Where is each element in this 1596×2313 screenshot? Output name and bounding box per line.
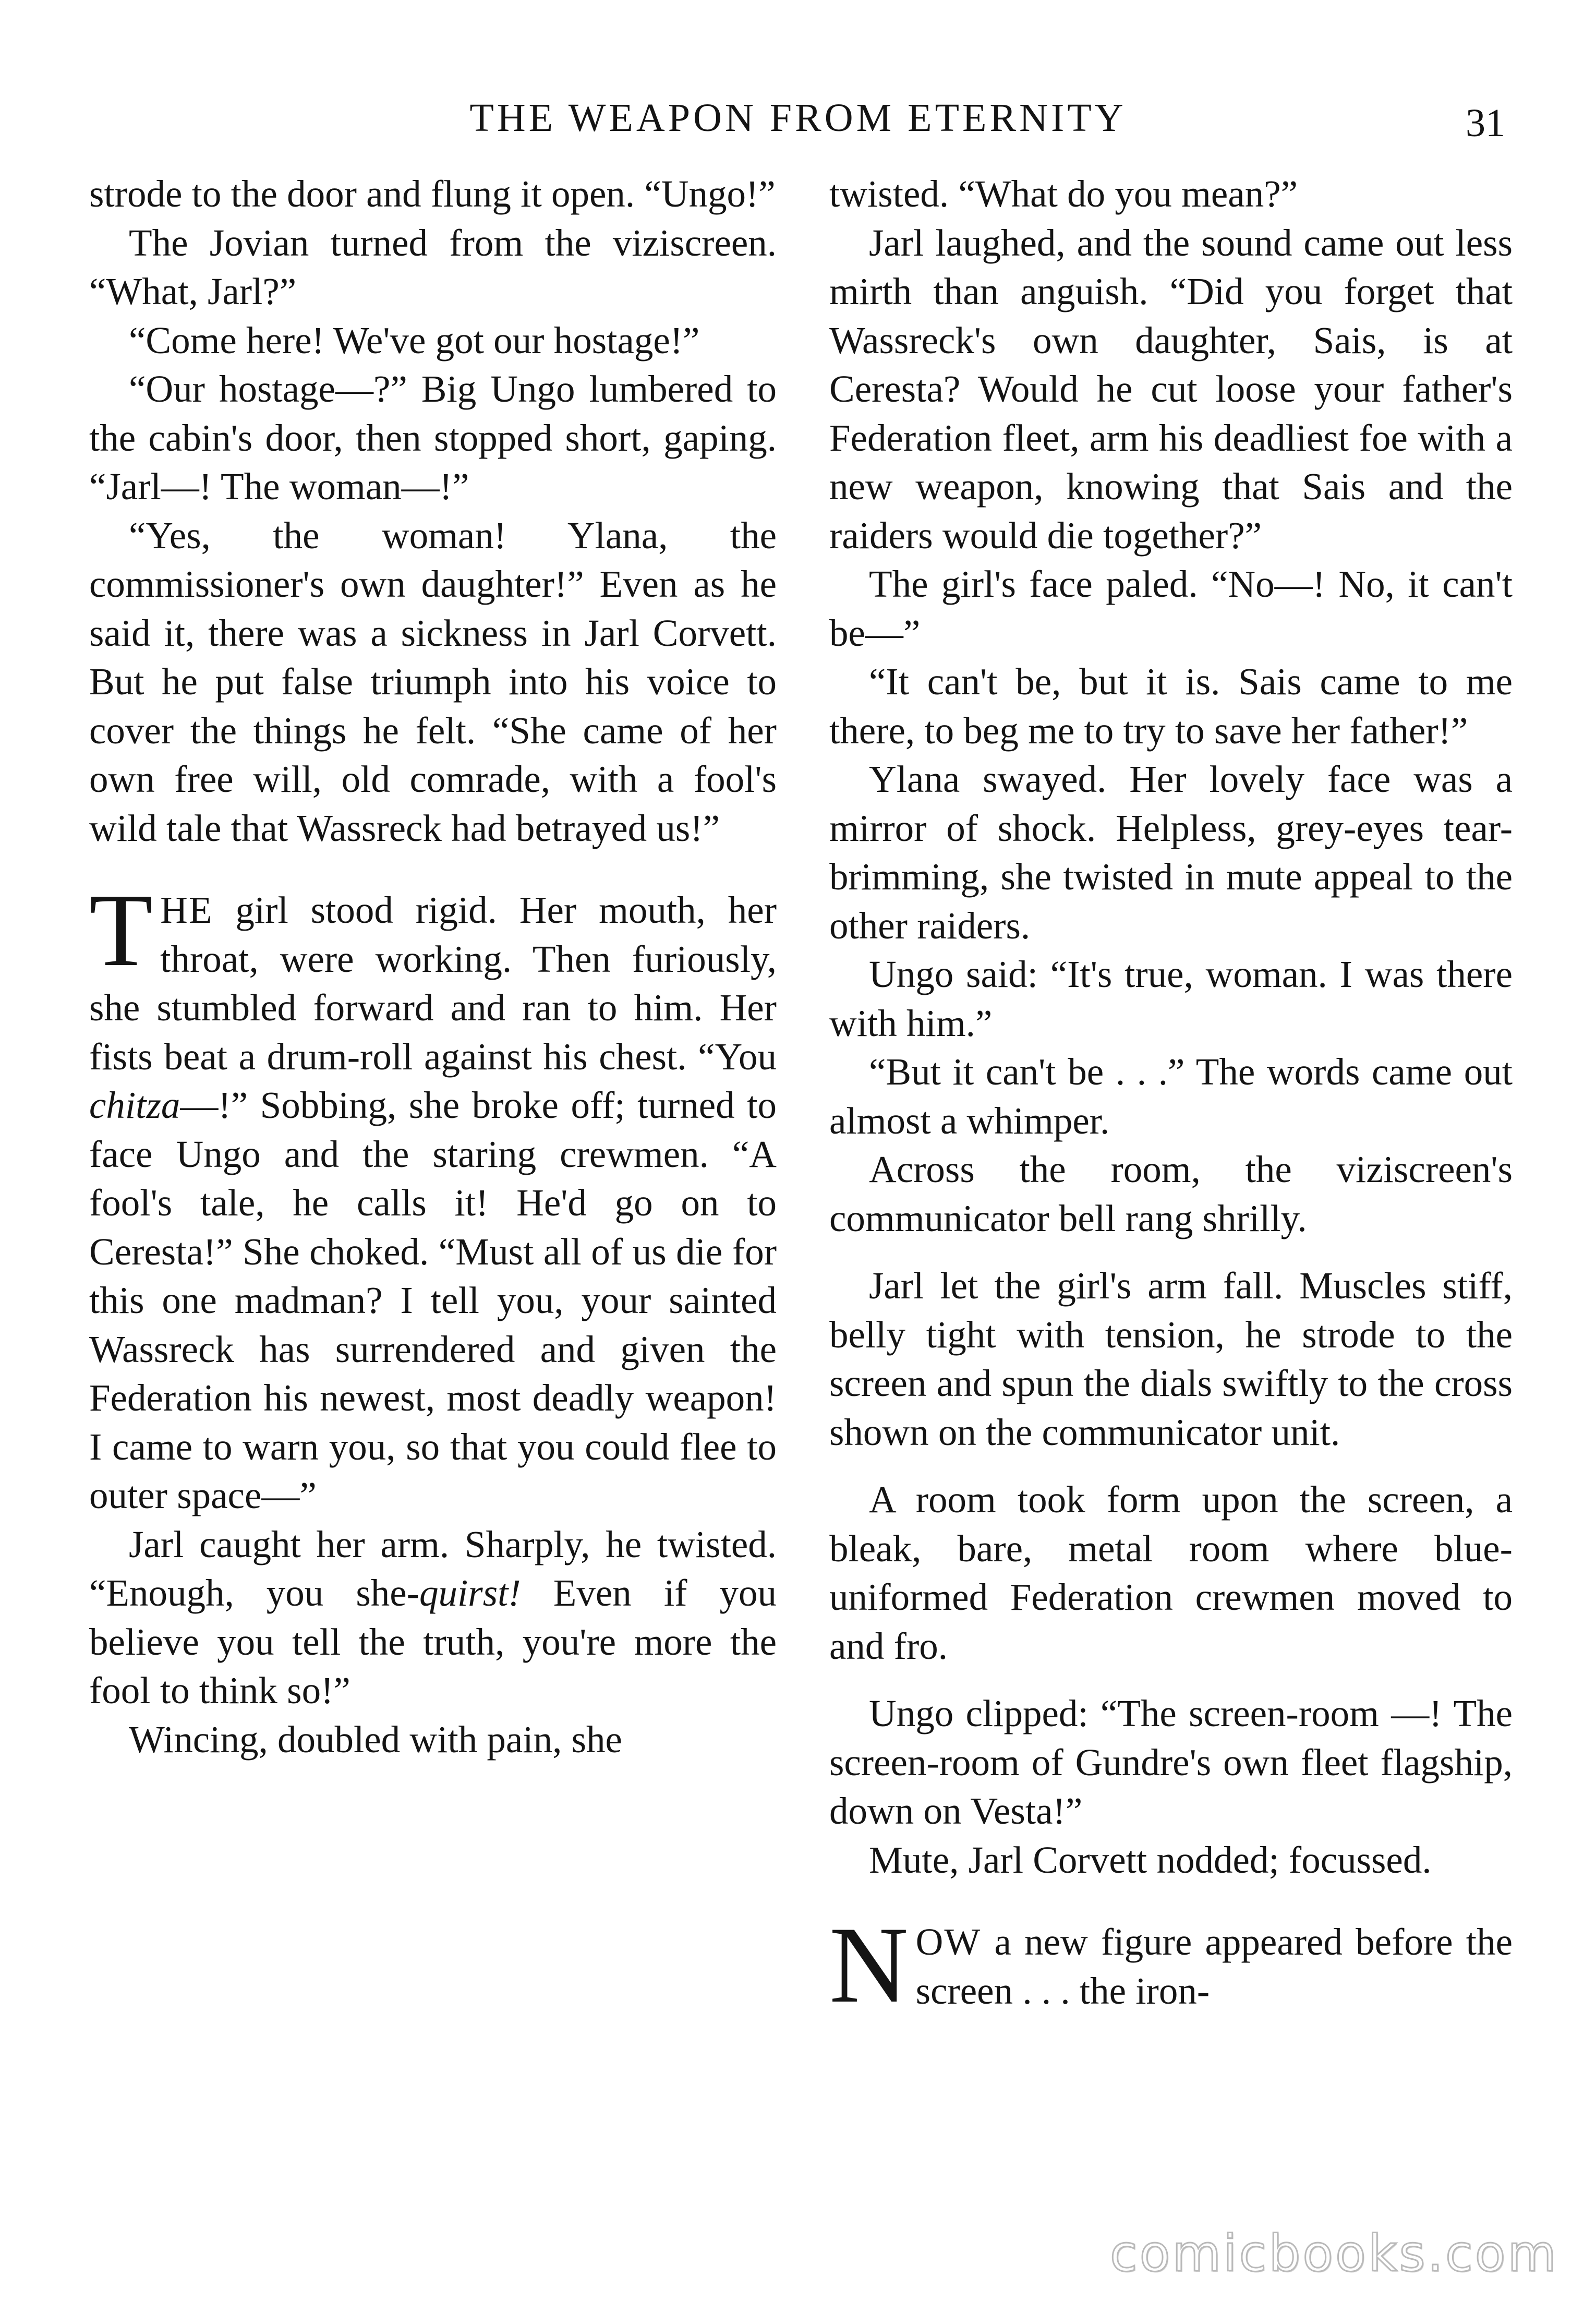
paragraph: Ungo said: “It's true, woman. I was there with him.” [829, 953, 1513, 1044]
paragraph: A room took form upon the screen, a bleak, bare, metal room where blue-uniformed Federation crewmen moved to and fro. [829, 1478, 1513, 1667]
left-column [89, 170, 777, 1764]
section-opening-paragraph [89, 873, 777, 1520]
paragraph: Ungo clipped: “The screen-room —! The screen-room of Gundre's own fleet flagship, down on Vesta!” [829, 1692, 1513, 1832]
watermark-text: comicbooks.com [1109, 2224, 1558, 2283]
drop-cap: N [829, 1905, 909, 2026]
paragraph: “Come here! We've got our hostage!” [129, 319, 700, 362]
paragraph-text: Even if you believe you tell the truth, you're more the fool to think so!” [89, 1572, 777, 1712]
small-caps-lead: OW [915, 1921, 982, 1963]
paragraph: Wincing, doubled with pain, she [129, 1718, 622, 1761]
section-opening-paragraph [829, 1905, 1513, 2026]
drop-cap: T [89, 873, 153, 988]
page-header [0, 92, 1596, 144]
paragraph: Across the room, the viziscreen's communicator bell rang shrilly. [829, 1148, 1513, 1239]
paragraph-text: girl stood rigid. Her mouth, her throat, were working. Then furiously, she stumbled forward and ran to him. Her fists beat a drum-roll against his chest. “You [89, 889, 777, 1078]
italic-word: chitza [89, 1084, 180, 1126]
paragraph: Jarl let the girl's arm fall. Muscles stiff, belly tight with tension, he strode to the screen and spun the dials swiftly to the cross shown on the communicator unit. [829, 1264, 1513, 1453]
paragraph: Ylana swayed. Her lovely face was a mirror of shock. Helpless, grey-eyes tear-brimming, she twisted in mute appeal to the other raiders. [829, 758, 1513, 947]
paragraph-text: —!” Sobbing, she broke off; turned to face Ungo and the staring crewmen. “A fool's tale, he calls it! He'd go on to Ceresta!” She choked. “Must all of us die for this one madman? I tell you, your sainted Wassreck has surrendered and given the Federation his newest, most deadly weapon! I came to warn you, so that you could flee to outer space—” [89, 1084, 777, 1516]
paragraph [89, 1520, 777, 1715]
paragraph: Mute, Jarl Corvett nodded; focussed. [869, 1838, 1432, 1881]
paragraph: The girl's face paled. “No—! No, it can't be—” [829, 563, 1513, 654]
paragraph: “Our hostage—?” Big Ungo lumbered to the cabin's door, then stopped short, gaping. “Jarl—! The woman—!” [89, 368, 777, 508]
paragraph: strode to the door and flung it open. “Ungo!” [89, 173, 776, 215]
small-caps-lead: HE [160, 889, 213, 931]
italic-word: quirst! [419, 1572, 521, 1614]
running-title: THE WEAPON FROM ETERNITY [469, 96, 1127, 140]
page-number: 31 [1466, 101, 1505, 145]
paragraph-text: Jarl caught her arm. Sharply, he twisted. “Enough, you she- [89, 1523, 777, 1614]
right-column [829, 170, 1513, 2026]
paragraph: twisted. “What do you mean?” [829, 173, 1298, 215]
paragraph-text: a new figure appeared before the screen . . . the iron- [915, 1921, 1513, 2012]
paragraph: “But it can't be . . .” The words came out almost a whimper. [829, 1051, 1513, 1142]
paragraph: The Jovian turned from the viziscreen. “What, Jarl?” [89, 221, 777, 312]
paragraph: Jarl laughed, and the sound came out less mirth than anguish. “Did you forget that Wassreck's own daughter, Sais, is at Ceresta? Would he cut loose your father's Federation fleet, arm his deadliest foe with a new weapon, knowing that Sais and the raiders would die together?” [829, 221, 1513, 557]
paragraph: “It can't be, but it is. Sais came to me there, to beg me to try to save her father!” [829, 660, 1513, 752]
paragraph: “Yes, the woman! Ylana, the commissioner's own daughter!” Even as he said it, there was a sickness in Jarl Corvett. But he put false triumph into his voice to cover the things he felt. “She came of her own free will, old comrade, with a fool's wild tale that Wassreck had betrayed us!” [89, 514, 777, 849]
